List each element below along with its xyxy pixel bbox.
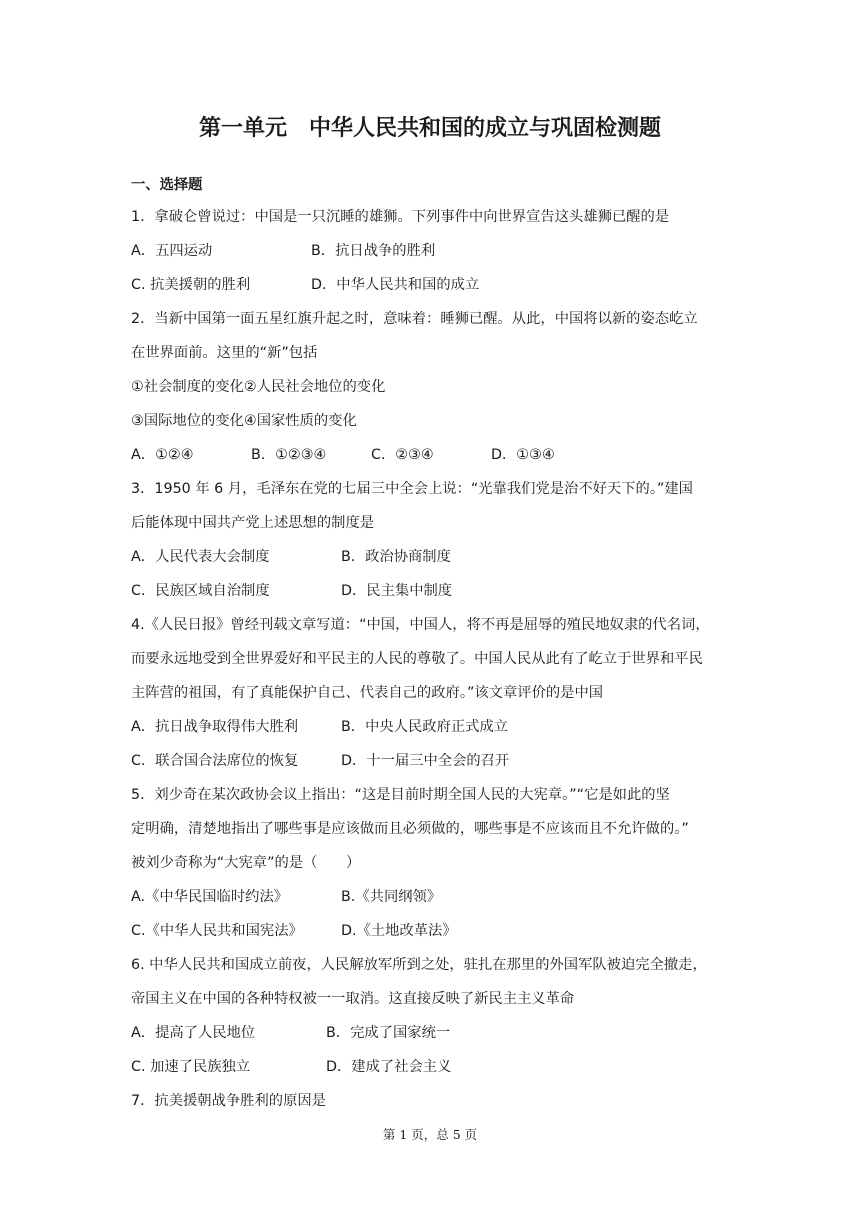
question-text-line: 而要永远地受到全世界爱好和平民主的人民的尊敬了。中国人民从此有了屹立于世界和平民 (131, 651, 703, 667)
option-row (131, 1016, 737, 1050)
answer-option: C.《中华人民共和国宪法》 (131, 923, 303, 939)
question-text-line: 5．刘少奇在某次政协会议上指出：“这是目前时期全国人民的大宪章。”“它是如此的坚 (131, 787, 670, 803)
option-row (131, 710, 737, 744)
answer-option: A.《中华民国临时约法》 (131, 889, 289, 905)
answer-option: D．①③④ (491, 447, 555, 463)
answer-option: B．政治协商制度 (341, 549, 451, 565)
answer-option: C．民族区域自治制度 (131, 583, 270, 599)
answer-option: A．抗日战争取得伟大胜利 (131, 719, 299, 735)
question-text-line: 后能体现中国共产党上述思想的制度是 (131, 515, 375, 531)
answer-option: C. 加速了民族独立 (131, 1059, 251, 1075)
option-row (131, 914, 737, 948)
answer-option: A．人民代表大会制度 (131, 549, 270, 565)
question-7 (131, 1084, 737, 1118)
answer-option: D．十一届三中全会的召开 (341, 753, 510, 769)
answer-option: B．完成了国家统一 (326, 1025, 451, 1041)
answer-option: C．联合国合法席位的恢复 (131, 753, 299, 769)
answer-option: A．提高了人民地位 (131, 1025, 256, 1041)
question-text-line: 6. 中华人民共和国成立前夜，人民解放军所到之处，驻扎在那里的外国军队被迫完全撤走， (131, 957, 707, 973)
answer-option: B．①②③④ (251, 447, 327, 463)
question-text-line: ③国际地位的变化④国家性质的变化 (131, 413, 357, 429)
answer-option: D．建成了社会主义 (326, 1059, 452, 1075)
question-6 (131, 948, 737, 1084)
question-4 (131, 608, 737, 778)
section-heading: 一、选择题 (131, 177, 203, 193)
option-row (131, 234, 737, 268)
page-title: 第一单元 中华人民共和国的成立与巩固检测题 (198, 116, 661, 141)
question-3 (131, 472, 737, 608)
question-text-line: 定明确，清楚地指出了哪些事是应该做而且必须做的，哪些事是不应该而且不允许做的。” (131, 821, 689, 837)
option-row (131, 574, 737, 608)
question-list (131, 170, 737, 1118)
questions-container (131, 200, 737, 1118)
answer-option: B．抗日战争的胜利 (311, 243, 436, 259)
question-text-line: 7．抗美援朝战争胜利的原因是 (131, 1093, 326, 1109)
answer-option: D．民主集中制度 (341, 583, 453, 599)
question-text-line: 4.《人民日报》曾经刊载文章写道：“中国，中国人，将不再是屈辱的殖民地奴隶的代名词， (131, 617, 710, 633)
answer-option: C．②③④ (371, 447, 434, 463)
question-2 (131, 302, 737, 472)
option-row (131, 880, 737, 914)
question-text-line: 2．当新中国第一面五星红旗升起之时，意味着：睡狮已醒。从此，中国将以新的姿态屹立 (131, 311, 698, 327)
question-text-line: 帝国主义在中国的各种特权被一一取消。这直接反映了新民主主义革命 (131, 991, 575, 1007)
answer-option: B．中央人民政府正式成立 (341, 719, 509, 735)
answer-option: D.《土地改革法》 (341, 923, 457, 939)
option-row (131, 438, 737, 472)
option-row (131, 540, 737, 574)
question-text-line: 3．1950 年 6 月，毛泽东在党的七届三中全会上说：“光靠我们党是治不好天下的。”建国 (131, 481, 693, 497)
question-1 (131, 200, 737, 302)
question-text-line: 被刘少奇称为“大宪章”的是（ ） (131, 855, 361, 871)
answer-option: A．五四运动 (131, 243, 213, 259)
question-text-line: 1．拿破仑曾说过：中国是一只沉睡的雄狮。下列事件中向世界宣告这头雄狮已醒的是 (131, 209, 670, 225)
question-text-line: 在世界面前。这里的“新”包括 (131, 345, 318, 361)
question-5 (131, 778, 737, 948)
answer-option: B.《共同纲领》 (341, 889, 442, 905)
page-footer: 第 1 页，总 5 页 (382, 1127, 478, 1142)
question-text-line: 主阵营的祖国，有了真能保护自己、代表自己的政府。”该文章评价的是中国 (131, 685, 604, 701)
answer-option: C. 抗美援朝的胜利 (131, 277, 251, 293)
option-row (131, 744, 737, 778)
question-text-line: ①社会制度的变化②人民社会地位的变化 (131, 379, 386, 395)
option-row (131, 268, 737, 302)
answer-option: A．①②④ (131, 447, 194, 463)
option-row (131, 1050, 737, 1084)
answer-option: D．中华人民共和国的成立 (311, 277, 480, 293)
